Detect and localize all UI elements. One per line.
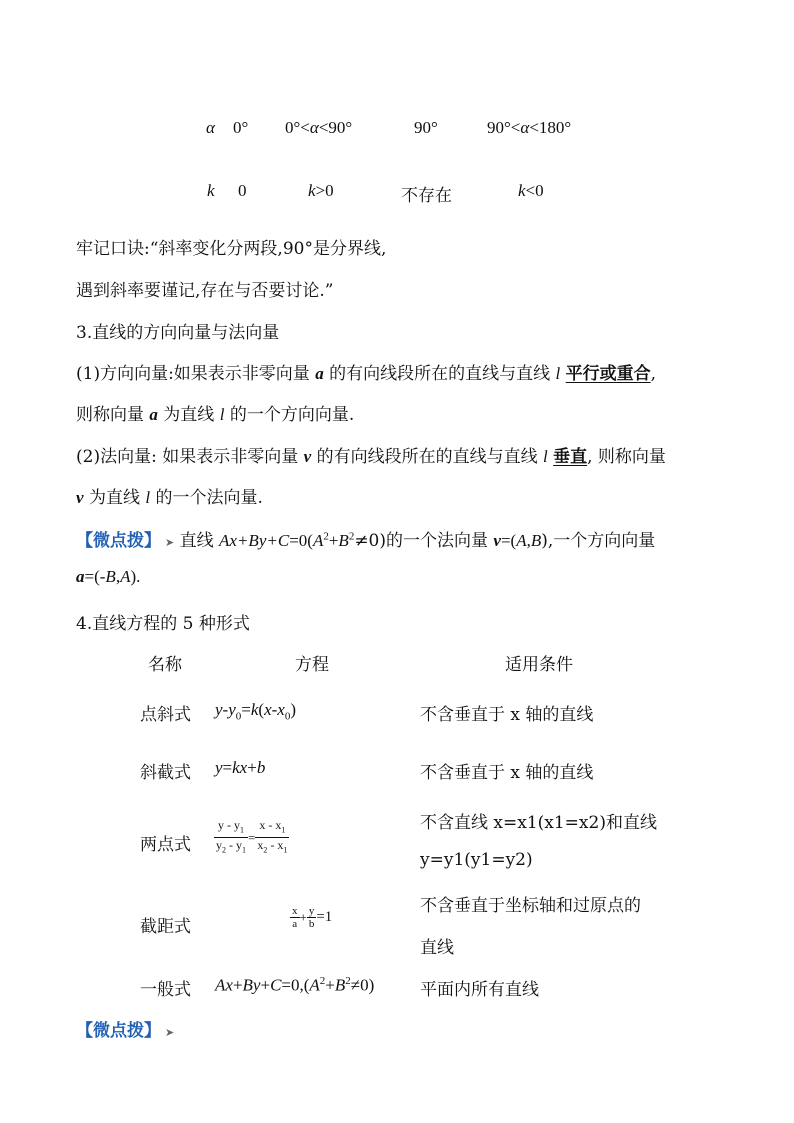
angle-right: 90° <box>414 118 438 137</box>
form-name-general: 一般式 <box>140 980 191 1000</box>
form-name-two-point: 两点式 <box>140 835 191 855</box>
condition-intercept: 不含垂直于坐标轴和过原点的 <box>420 896 641 916</box>
mnemonic-line1: 牢记口诀:“斜率变化分两段,90°是分界线, <box>76 239 387 259</box>
condition-slope-intercept: 不含垂直于 x 轴的直线 <box>420 763 594 783</box>
slope-zero: 0 <box>238 181 247 200</box>
key-parallel-or-coincide: 平行或重合 <box>565 364 651 384</box>
slope-undefined: 不存在 <box>401 186 452 206</box>
equation-general: $Ax+By+C=0,(A^2+B^2\ne 0)$ <box>215 975 375 995</box>
slope-negative: k<0 <box>518 181 544 200</box>
angle-obtuse: 90°<α<180° <box>487 118 572 137</box>
direction-vector-definition-line2: 则称向量 a 为直线 l 的一个方向向量. <box>76 405 355 425</box>
tip-label: 【微点拨】 <box>76 531 161 551</box>
condition-point-slope: 不含垂直于 x 轴的直线 <box>420 705 594 725</box>
normal-vector-definition-line2: v 为直线 l 的一个法向量. <box>76 488 263 508</box>
angle-acute: 0°<α<90° <box>285 118 353 137</box>
form-name-intercept: 截距式 <box>140 917 191 937</box>
section3-title: 3.直线的方向向量与法向量 <box>76 323 280 343</box>
equation-intercept: $\frac{x}{a}$ + $\frac{y}{b}$ =1 <box>292 905 333 930</box>
header-condition: 适用条件 <box>505 655 573 675</box>
equation-point-slope: $y-y_0=k(x-x_0)$ <box>215 700 297 723</box>
tip-general-form-vectors: 【微点拨】 ➤ 直线 $Ax+By+C=0(A^2+B^2\ne 0)$的一个法向量 v=(A,B),一个方向向量 <box>76 530 656 551</box>
form-name-point-slope: 点斜式 <box>140 705 191 725</box>
key-perpendicular: 垂直 <box>553 447 588 467</box>
arrow-icon: ➤ <box>165 536 175 549</box>
tip-direction-vector: a=(-B,A). <box>76 567 141 586</box>
slope-label: k <box>207 181 215 200</box>
arrow-icon: ➤ <box>165 1026 175 1039</box>
direction-vector-definition: (1)方向向量:如果表示非零向量 a 的有向线段所在的直线与直线 l 平行或重合, <box>76 364 657 384</box>
slope-positive: k>0 <box>308 181 334 200</box>
header-equation: 方程 <box>295 655 329 675</box>
tip-footer <box>76 1016 174 1041</box>
header-name: 名称 <box>148 655 182 675</box>
normal-vector-definition: (2)法向量: 如果表示非零向量 v 的有向线段所在的直线与直线 l 垂直, 则称向量 <box>76 447 666 467</box>
condition-two-point: 不含直线 x=x1(x1=x2)和直线 <box>420 813 657 833</box>
condition-general: 平面内所有直线 <box>420 980 539 1000</box>
angle-label: α <box>206 118 215 137</box>
condition-intercept-line2: 直线 <box>420 938 454 958</box>
tip-label: 【微点拨】 <box>76 1021 161 1041</box>
equation-two-point: $\frac{y - y_1}{y_2 - y_1}$ = $\frac{x - x_1}{x_2 - x_1}$ <box>216 818 288 855</box>
section4-title: 4.直线方程的 5 种形式 <box>76 614 250 634</box>
form-name-slope-intercept: 斜截式 <box>140 763 191 783</box>
equation-slope-intercept: y=kx+b <box>215 758 266 777</box>
mnemonic-line2: 遇到斜率要谨记,存在与否要讨论.” <box>76 281 334 301</box>
condition-two-point-line2: y=y1(y1=y2) <box>420 850 533 870</box>
angle-zero: 0° <box>233 118 249 137</box>
